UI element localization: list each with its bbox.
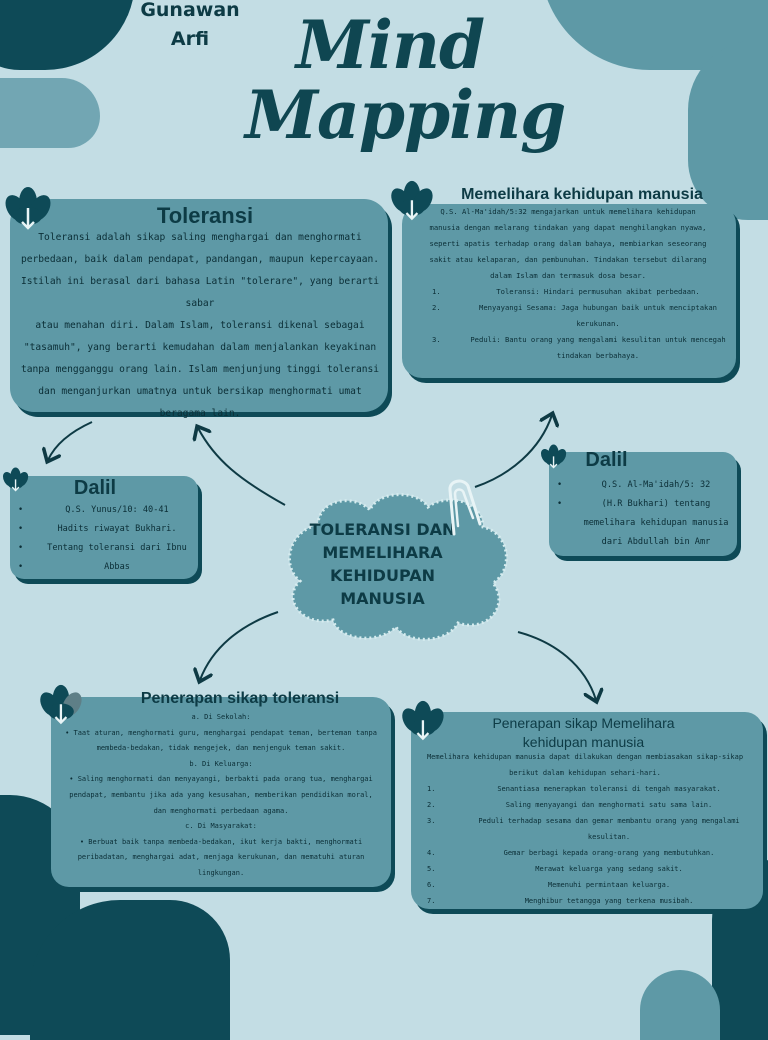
toleransi-card — [10, 199, 388, 419]
flower-icon — [538, 444, 568, 472]
list-text: (H.R Bukhari) tentang — [601, 499, 711, 509]
text-line: perbedaan, baik dalam pendapat, pandangan, maupun kepercayaan. — [20, 254, 380, 265]
list-text: Menghibur tetangga yang terkena musibah. — [524, 897, 694, 905]
list-item — [408, 300, 728, 332]
list-number: 6. — [427, 881, 436, 889]
memelihara-card — [402, 204, 736, 378]
list-text — [468, 332, 728, 364]
list-text-line: Menyayangi Sesama: Jaga hubungan baik untuk menciptakan — [479, 303, 717, 312]
penerapan-toleransi-body — [51, 710, 391, 882]
arrow-to-toleransi — [198, 428, 285, 505]
list-text: Gemar berbagi kepada orang-orang yang membutuhkan. — [503, 849, 715, 857]
list-item — [415, 893, 755, 909]
text-line: Q.S. Al-Ma'idah/5:32 mengajarkan untuk memelihara kehidupan — [440, 207, 696, 216]
list-text: Peduli terhadap sesama dan gemar membantu orang yang mengalami kesulitan. — [478, 817, 740, 841]
list-text: memelihara kehidupan manusia — [583, 518, 729, 528]
text-line: peribadatan, menghargai adat, menjaga kerukunan, dan mematuhi aturan — [77, 853, 365, 862]
penerapan-toleransi-title: Penerapan sikap toleransi — [140, 690, 340, 707]
list-number: 3. — [432, 335, 441, 344]
toleransi-body — [10, 227, 390, 425]
list-number: 7. — [427, 897, 436, 905]
list-item: • Q.S. Al-Ma'idah/5: 32 — [557, 476, 735, 495]
memelihara-body — [408, 204, 728, 364]
list-item — [415, 797, 755, 813]
flower-icon — [2, 186, 52, 236]
list-item — [557, 514, 735, 533]
list-item — [415, 845, 755, 861]
list-item: • Tentang toleransi dari Ibnu — [18, 539, 196, 558]
text-line: pendapat, membantu jika ada yang kesusahan, memberikan pendidikan moral, — [69, 790, 373, 799]
list-item: • Hadits riwayat Bukhari. — [18, 520, 196, 539]
flower-icon — [394, 700, 450, 746]
list-item — [557, 533, 735, 552]
text-line: atau menahan diri. Dalam Islam, toleransi dikenal sebagai — [35, 320, 365, 331]
list-text — [468, 300, 728, 332]
text-line: beragama lain. — [159, 408, 241, 419]
dalil-right-list — [557, 476, 735, 552]
dalil-right-title: Dalil — [585, 449, 628, 471]
list-text: Q.S. Al-Ma'idah/5: 32 — [601, 480, 711, 490]
list-text-line: tindakan berbahaya. — [556, 351, 640, 360]
flower-icon — [0, 467, 30, 495]
list-text: Saling menyayangi dan menghormati satu sama lain. — [505, 801, 713, 809]
text-line: Istilah ini berasal dari bahasa Latin "tolerare", yang berarti sabar — [20, 276, 380, 309]
arrow-to-penerapan-toleransi — [200, 612, 278, 680]
list-item: • Q.S. Yunus/10: 40-41 — [18, 501, 196, 520]
list-item — [415, 861, 755, 877]
text-line: a. Di Sekolah: — [191, 713, 251, 721]
text-line: "tasamuh", yang berarti kemudahan dalam menjalankan keyakinan — [23, 342, 377, 353]
title-line: Penerapan sikap Memelihara — [492, 715, 675, 731]
title-line: kehidupan manusia — [522, 734, 645, 750]
list-item: • (H.R Bukhari) tentang — [557, 495, 735, 514]
list-item — [415, 781, 755, 797]
list-number: 5. — [427, 865, 436, 873]
list-item — [415, 813, 755, 845]
list-item — [408, 332, 728, 364]
center-topic — [300, 518, 465, 610]
dalil-left-title: Dalil — [73, 477, 117, 499]
text-line: lingkungan. — [197, 868, 245, 877]
list-text-line: kerukunan. — [576, 319, 620, 328]
author-line-1: Gunawan — [140, 0, 240, 21]
arrow-to-penerapan-memelihara — [518, 632, 596, 700]
dalil-left-list — [18, 501, 196, 577]
list-number: 2. — [427, 801, 436, 809]
list-number: 3. — [427, 817, 436, 825]
title-line-2: Mapping — [245, 76, 566, 154]
text-line: dalam Islam dan termasuk dosa besar. — [490, 271, 646, 280]
dalil-left-card — [10, 476, 198, 579]
list-item: • Abbas — [18, 558, 196, 577]
list-text: dari Abdullah bin Amr — [601, 537, 711, 547]
penerapan-memelihara-title — [411, 714, 756, 752]
flower-icon — [32, 684, 88, 730]
flower-icon — [386, 180, 436, 226]
text-line: seperti apatis terhadap orang dalam bahaya, membiarkan seseorang — [429, 239, 707, 248]
text-line: berikut dalam kehidupan sehari-hari. — [509, 769, 661, 777]
text-line: • Saling menghormati dan menyayangi, berbakti pada orang tua, menghargai — [69, 775, 373, 784]
center-line: KEHIDUPAN — [330, 566, 435, 585]
center-line: MEMELIHARA — [322, 543, 443, 562]
text-line: b. Di Keluarga: — [189, 759, 253, 768]
center-line: MANUSIA — [340, 589, 425, 608]
dalil-right-card — [549, 449, 737, 556]
list-text: Tentang toleransi dari Ibnu — [47, 543, 187, 553]
penerapan-memelihara-body — [415, 749, 755, 909]
list-number: 1. — [432, 287, 441, 296]
list-text: Q.S. Yunus/10: 40-41 — [65, 505, 169, 515]
list-text: Hadits riwayat Bukhari. — [57, 524, 177, 534]
author-line-2: Arfi — [170, 28, 210, 50]
list-item — [415, 877, 755, 893]
list-text-line: Peduli: Bantu orang yang mengalami kesulitan untuk mencegah — [470, 335, 726, 344]
paperclip-icon — [446, 474, 486, 540]
memelihara-title: Memelihara kehidupan manusia — [461, 186, 703, 203]
list-text: Merawat keluarga yang sedang sakit. — [535, 865, 683, 873]
list-number: 2. — [432, 303, 441, 312]
text-line: manusia dengan melarang tindakan yang dapat menghilangkan nyawa, — [429, 223, 707, 232]
list-text: Abbas — [104, 562, 130, 572]
list-number: 1. — [427, 785, 436, 793]
list-text: Senantiasa menerapkan toleransi di tengah masyarakat. — [497, 785, 721, 793]
list-item — [408, 284, 728, 300]
text-line: c. Di Masyarakat: — [185, 822, 257, 831]
text-line: dan menghormati perbedaan agama. — [153, 806, 289, 815]
text-line: • Taat aturan, menghormati guru, menghargai pendapat teman, berteman tanpa — [65, 728, 377, 737]
text-line: membeda-bedakan, tidak mengejek, dan menjenguk teman sakit. — [96, 744, 346, 753]
text-line: Toleransi adalah sikap saling menghargai dan menghormati — [38, 232, 362, 243]
list-text: Toleransi: Hindari permusuhan akibat perbedaan. — [496, 287, 700, 296]
text-line: Memelihara kehidupan manusia dapat dilakukan dengan membiasakan sikap-sikap — [426, 753, 744, 761]
text-line: • Berbuat baik tanpa membeda-bedakan, ikut kerja bakti, menghormati — [79, 837, 363, 846]
text-line: sakit atau kelaparan, dan pembunuhan. Tindakan tersebut dilarang — [429, 255, 707, 264]
title-line-1: Mind — [295, 6, 485, 84]
list-number: 4. — [427, 849, 436, 857]
text-line: dan menganjurkan umatnya untuk bersikap menghormati umat — [38, 386, 362, 397]
penerapan-memelihara-card — [411, 712, 763, 909]
list-text: Memenuhi permintaan keluarga. — [547, 881, 671, 889]
penerapan-toleransi-card — [51, 697, 391, 887]
center-line: TOLERANSI DAN — [309, 520, 456, 539]
arrow-to-dalil-left — [48, 422, 92, 460]
toleransi-title: Toleransi — [156, 203, 254, 228]
text-line: tanpa mengganggu orang lain. Islam menjunjung tinggi toleransi — [20, 364, 380, 375]
